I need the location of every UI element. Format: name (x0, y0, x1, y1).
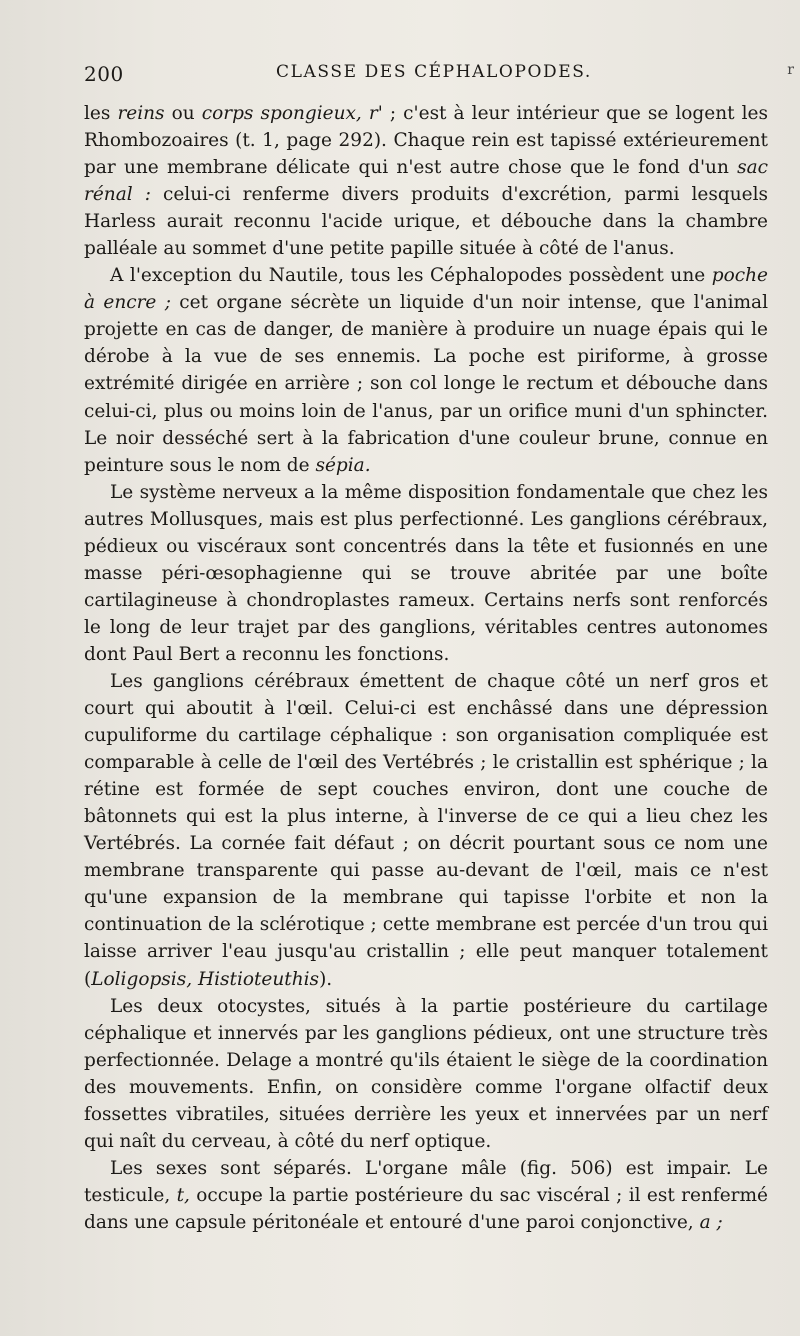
italic-text: a ; (699, 1211, 723, 1233)
italic-text: sac rénal : (84, 157, 768, 206)
margin-mark: r (787, 62, 794, 78)
paragraph (84, 262, 768, 478)
paragraph (84, 479, 768, 668)
page-number: 200 (84, 62, 124, 86)
italic-text: t, (176, 1184, 190, 1206)
running-header (84, 62, 774, 88)
italic-text: reins (117, 103, 165, 124)
text-run: occupe la partie postérieure du sac viscéral ; il est renfermé dans une capsule péritonéale et entouré d'une paroi conjonctive, (84, 1184, 768, 1233)
text-run: Les sexes sont séparés. L'organe mâle (fig. 506) est impair. Le testicule, (84, 1157, 768, 1206)
paragraph (84, 100, 768, 262)
running-title: CLASSE DES CÉPHALOPODES. (276, 62, 592, 82)
text-run: ). (319, 968, 333, 990)
text-run: ; c'est à leur intérieur que se logent les Rhombozoaires (t. 1, page 292). Chaque rein est tapissé extérieurement par une membrane délicate qui n'est autre chose que le fond d'un (84, 103, 768, 179)
text-run: Le système nerveux a la même disposition fondamentale que chez les autres Mollusques, mais est plus perfectionné. Les ganglions cérébraux, pédieux ou viscéraux sont concentrés dans la tête et fusionnés en une masse péri-œsophagienne qui se trouve abritée par une boîte cartilagineuse à chondroplastes rameux. Certains nerfs sont renforcés le long de leur trajet par des ganglions, véritables centres autonomes dont Paul Bert a reconnu les fonctions. (84, 481, 768, 665)
text-run: cet organe sécrète un liquide d'un noir intense, que l'animal projette en cas de danger, de manière à produire un nuage épais qui le dérobe à la vue de ses ennemis. La poche est piriforme, à grosse extrémité dirigée en arrière ; son col longe le rectum et débouche dans celui-ci, plus ou moins loin de l'anus, par un orifice muni d'un sphincter. Le noir desséché sert à la fabrication d'une couleur brune, connue en peinture sous le nom de (84, 292, 769, 476)
paragraph (84, 1155, 768, 1236)
text-run: Les deux otocystes, situés à la partie postérieure du cartilage céphalique et innervés par les ganglions pédieux, ont une structure très perfectionnée. Delage a montré qu'ils étaient le siège de la coordination des mouvements. Enfin, on considère comme l'organe olfactif deux fossettes vibratiles, situées derrière les yeux et innervées par un nerf qui naît du cerveau, à côté du nerf optique. (84, 995, 768, 1152)
italic-text: poche à encre ; (84, 265, 768, 314)
text-run: ou (164, 103, 202, 124)
body-text (84, 100, 768, 1236)
italic-text: Loligopsis, Histioteuthis (91, 968, 320, 990)
italic-text: corps spongieux, r' (201, 103, 383, 124)
text-run: A l'exception du Nautile, tous les Céphalopodes possèdent une (110, 265, 712, 287)
text-run: les (84, 103, 118, 124)
paragraph (84, 993, 768, 1155)
text-run: Les ganglions cérébraux émettent de chaque côté un nerf gros et court qui aboutit à l'œil. Celui-ci est enchâssé dans une dépression cupuliforme du cartilage céphalique : son organisation compliquée est comparable à celle de l'œil des Vertébrés ; le cristallin est sphérique ; la rétine est formée de sept couches environ, dont une couche de bâtonnets qui est la plus interne, à l'inverse de ce qui a lieu chez les Vertébrés. La cornée fait défaut ; on décrit pourtant sous ce nom une membrane transparente qui passe au-devant de l'œil, mais ce n'est qu'une expansion de la membrane qui tapisse l'orbite et non la continuation de la sclérotique ; cette membrane est percée d'un trou qui laisse arriver l'eau jusqu'au cristallin ; elle peut manquer totalement ( (84, 670, 768, 990)
italic-text: sépia. (315, 454, 371, 476)
text-run: celui-ci renferme divers produits d'excrétion, parmi lesquels Harless aurait reconnu l'acide urique, et débouche dans la chambre palléale au sommet d'une petite papille située à côté de l'anus. (84, 184, 768, 260)
paragraph (84, 668, 768, 993)
